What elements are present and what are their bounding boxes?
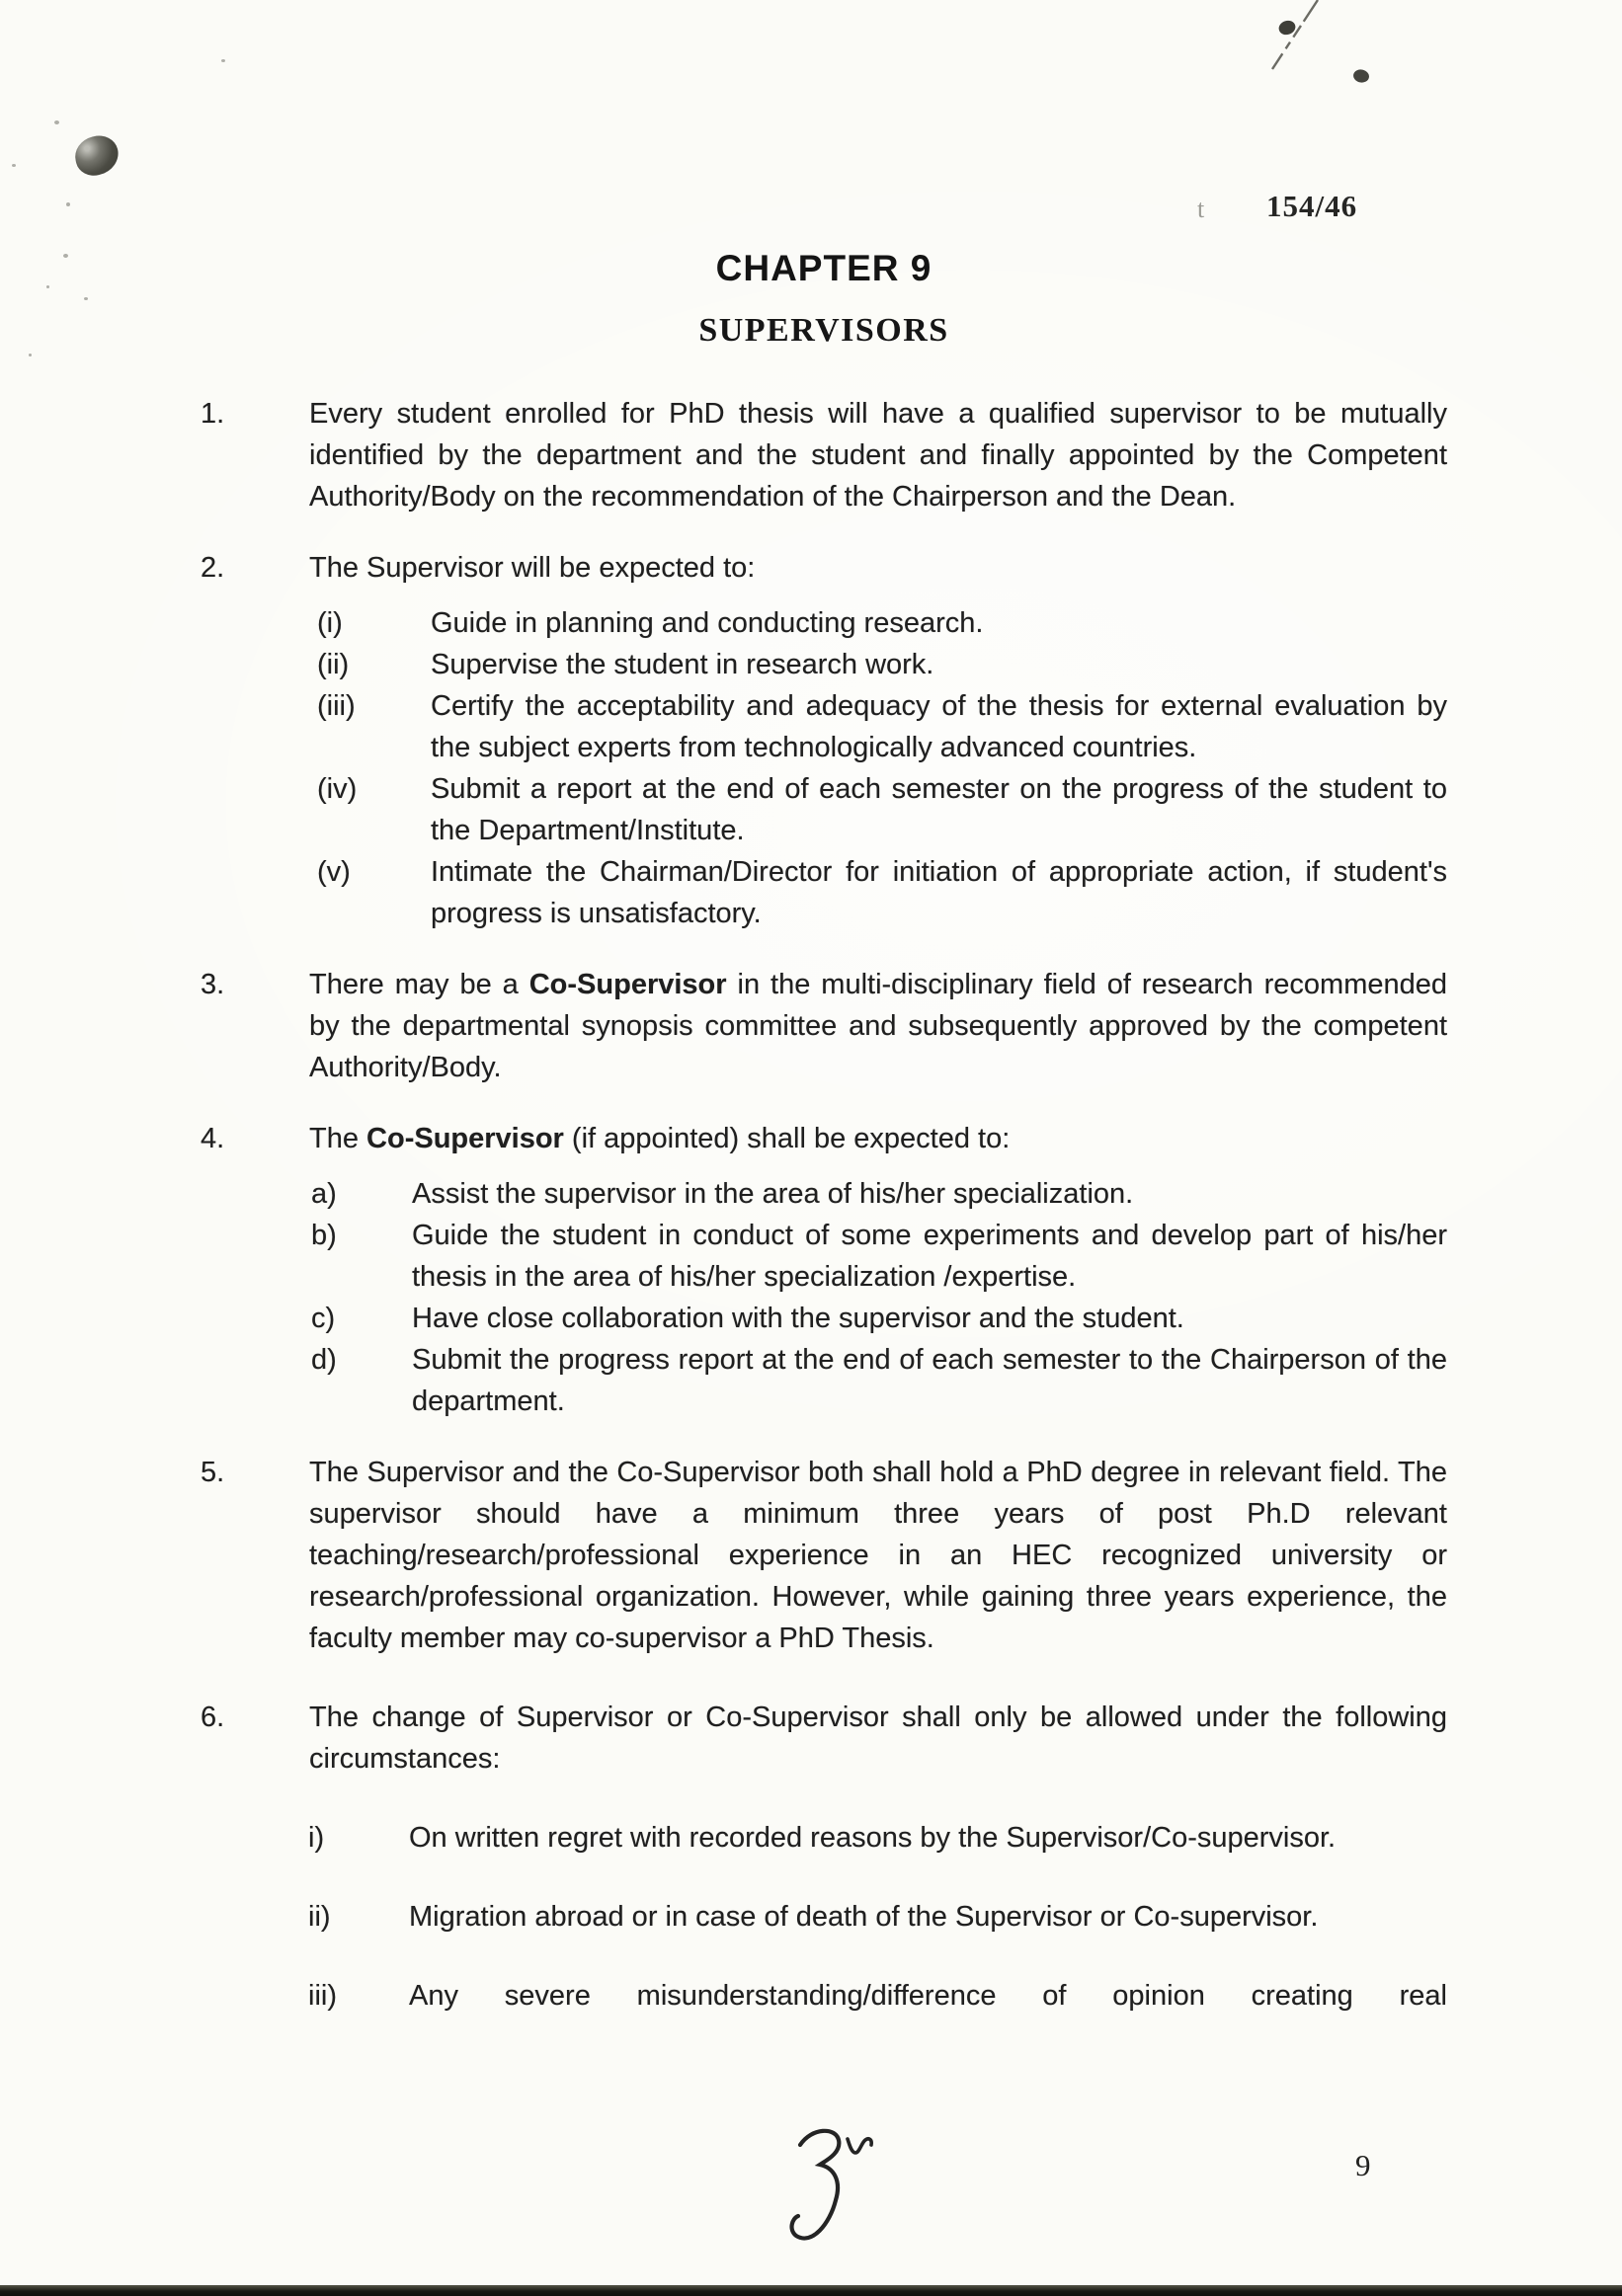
item-marker: (iv) (317, 773, 358, 805)
list-item (308, 1975, 1447, 2017)
list-item (201, 964, 1447, 1088)
list-item (201, 393, 1447, 517)
document-body (201, 393, 1447, 2017)
list-item (201, 1118, 1447, 1159)
item-marker: 2. (201, 552, 225, 584)
list-item (311, 1215, 1447, 1298)
stamp-number: 154/46 (1266, 189, 1358, 223)
item-marker: 3. (201, 969, 225, 1000)
item-text: Any severe misunderstanding/difference of opinion creating real (409, 1980, 1447, 2012)
item-marker: d) (311, 1344, 337, 1376)
item-text: Every student enrolled for PhD thesis will have a qualified supervisor to be mutually identified by the department and the student and finally appointed by the Competent Authority/Body on the recommendation of the Chairperson and the Dean. (309, 398, 1447, 513)
item-text: The change of Supervisor or Co-Supervisor shall only be allowed under the following circumstances: (309, 1702, 1447, 1775)
list-item (317, 768, 1447, 851)
item-text: Intimate the Chairman/Director for initiation of appropriate action, if student's progress is unsatisfactory. (431, 856, 1447, 929)
item-text: Certify the acceptability and adequacy of the thesis for external evaluation by the subject experts from technologically advanced countries. (431, 690, 1447, 763)
item-text: Submit a report at the end of each semester on the progress of the student to the Department/Institute. (431, 773, 1447, 846)
item-text: There may be a Co-Supervisor in the multi-disciplinary field of research recommended by the departmental synopsis committee and subsequently approved by the competent Authority/Body. (309, 969, 1448, 1083)
list-item (201, 547, 1447, 589)
item-text: Migration abroad or in case of death of the Supervisor or Co-supervisor. (409, 1901, 1319, 1933)
item-text: Guide the student in conduct of some experiments and develop part of his/her thesis in the area of his/her specialization /expertise. (412, 1220, 1447, 1293)
stray-pen-mark: t (1197, 195, 1205, 223)
list-item (317, 851, 1447, 934)
list-item (317, 602, 1447, 644)
item-marker: ii) (308, 1901, 331, 1933)
signature-mark (778, 2123, 887, 2256)
list-item (317, 644, 1447, 685)
item-text: Guide in planning and conducting research. (431, 607, 984, 639)
list-item (308, 1896, 1447, 1938)
list-item (311, 1339, 1447, 1422)
item-marker: (v) (317, 856, 351, 888)
item-text: Have close collaboration with the supervisor and the student. (412, 1303, 1184, 1334)
list-item (201, 1697, 1447, 1780)
chapter-heading: CHAPTER 9 (715, 248, 933, 288)
item-marker: i) (308, 1822, 325, 1854)
item-marker: 1. (201, 398, 225, 430)
item-marker: 6. (201, 1702, 225, 1733)
list-item (308, 1817, 1447, 1859)
item-text: On written regret with recorded reasons by the Supervisor/Co-supervisor. (409, 1822, 1337, 1854)
list-item (311, 1298, 1447, 1339)
chapter-subtitle: SUPERVISORS (698, 312, 949, 349)
item-text: The Supervisor will be expected to: (309, 552, 756, 584)
list-item (201, 1452, 1447, 1659)
list-item (317, 685, 1447, 768)
item-marker: (iii) (317, 690, 356, 722)
item-marker: c) (311, 1303, 336, 1334)
item-text: The Supervisor and the Co-Supervisor both shall hold a PhD degree in relevant field. The supervisor should have a minimum three years of post Ph.D relevant teaching/research/professional experience in an HEC recognized university or research/professional organization. However, while gaining three years experience, the faculty member may co-supervisor a PhD Thesis. (309, 1457, 1447, 1654)
item-marker: iii) (308, 1980, 337, 2012)
item-marker: (i) (317, 607, 343, 639)
item-text: Assist the supervisor in the area of his/her specialization. (412, 1178, 1134, 1210)
item-marker: a) (311, 1178, 337, 1210)
scan-edge (0, 2285, 1622, 2296)
item-text: Submit the progress report at the end of each semester to the Chairperson of the department. (412, 1344, 1447, 1417)
item-marker: b) (311, 1220, 337, 1251)
item-marker: 4. (201, 1123, 225, 1154)
item-marker: 5. (201, 1457, 225, 1488)
page-number: 9 (1355, 2148, 1371, 2182)
item-text: The Co-Supervisor (if appointed) shall be expected to: (309, 1123, 1011, 1154)
item-marker: (ii) (317, 649, 350, 680)
item-text: Supervise the student in research work. (431, 649, 934, 680)
list-item (311, 1173, 1447, 1215)
